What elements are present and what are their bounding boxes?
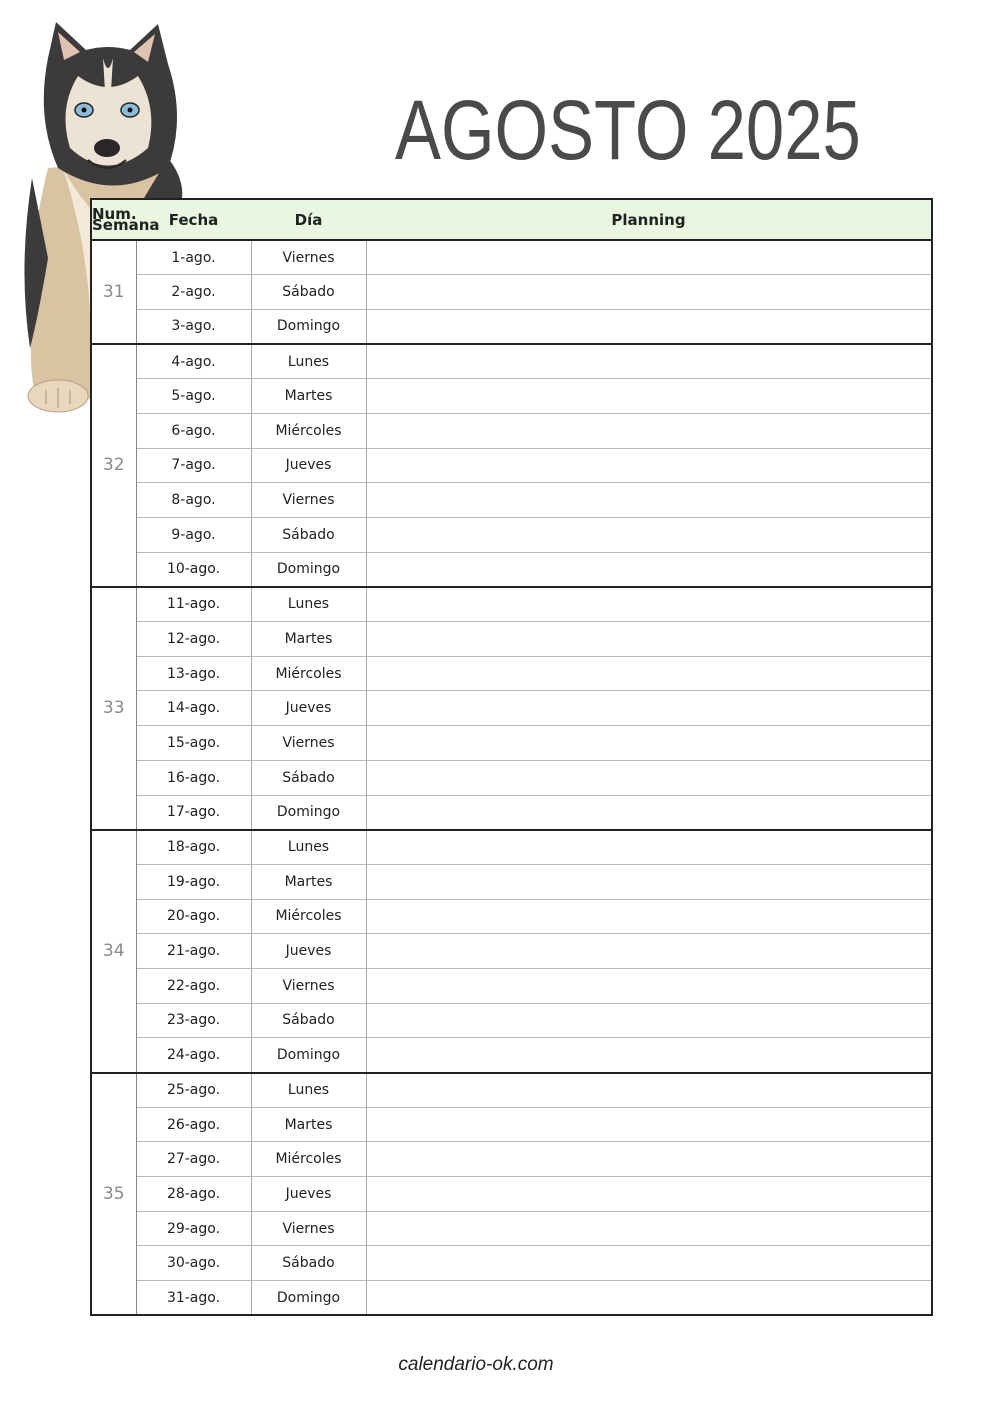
day-cell: Sábado bbox=[251, 1003, 366, 1038]
week-number: 35 bbox=[91, 1073, 136, 1316]
day-cell: Lunes bbox=[251, 1073, 366, 1108]
date-cell: 10-ago. bbox=[136, 552, 251, 587]
week-number: 34 bbox=[91, 830, 136, 1073]
day-cell: Jueves bbox=[251, 934, 366, 969]
planning-cell[interactable] bbox=[366, 587, 932, 622]
date-cell: 14-ago. bbox=[136, 691, 251, 726]
planning-cell[interactable] bbox=[366, 726, 932, 761]
date-cell: 12-ago. bbox=[136, 622, 251, 657]
day-cell: Jueves bbox=[251, 448, 366, 483]
table-row bbox=[91, 483, 932, 518]
day-cell: Domingo bbox=[251, 1281, 366, 1316]
day-cell: Domingo bbox=[251, 552, 366, 587]
date-cell: 21-ago. bbox=[136, 934, 251, 969]
table-row bbox=[91, 1246, 932, 1281]
table-row bbox=[91, 518, 932, 553]
planning-cell[interactable] bbox=[366, 379, 932, 414]
planning-cell[interactable] bbox=[366, 1107, 932, 1142]
planning-cell[interactable] bbox=[366, 795, 932, 830]
date-cell: 24-ago. bbox=[136, 1038, 251, 1073]
planning-header: Planning bbox=[366, 199, 932, 240]
planning-cell[interactable] bbox=[366, 1211, 932, 1246]
table-row bbox=[91, 1003, 932, 1038]
page-title: AGOSTO 2025 bbox=[395, 83, 861, 177]
week-number: 31 bbox=[91, 240, 136, 344]
table-row bbox=[91, 413, 932, 448]
day-cell: Viernes bbox=[251, 968, 366, 1003]
day-cell: Miércoles bbox=[251, 899, 366, 934]
planning-cell[interactable] bbox=[366, 1281, 932, 1316]
date-cell: 1-ago. bbox=[136, 240, 251, 275]
date-cell: 3-ago. bbox=[136, 309, 251, 344]
day-cell: Viernes bbox=[251, 726, 366, 761]
table-row bbox=[91, 1142, 932, 1177]
date-cell: 9-ago. bbox=[136, 518, 251, 553]
date-cell: 22-ago. bbox=[136, 968, 251, 1003]
day-cell: Viernes bbox=[251, 240, 366, 275]
planning-cell[interactable] bbox=[366, 1246, 932, 1281]
week-number: 32 bbox=[91, 344, 136, 587]
date-cell: 5-ago. bbox=[136, 379, 251, 414]
day-cell: Viernes bbox=[251, 483, 366, 518]
table-row bbox=[91, 795, 932, 830]
planning-cell[interactable] bbox=[366, 344, 932, 379]
planning-cell[interactable] bbox=[366, 656, 932, 691]
date-cell: 29-ago. bbox=[136, 1211, 251, 1246]
day-cell: Sábado bbox=[251, 760, 366, 795]
table-row bbox=[91, 1211, 932, 1246]
planning-cell[interactable] bbox=[366, 240, 932, 275]
table-row bbox=[91, 1281, 932, 1316]
planning-cell[interactable] bbox=[366, 413, 932, 448]
day-cell: Domingo bbox=[251, 795, 366, 830]
day-cell: Miércoles bbox=[251, 1142, 366, 1177]
week-number: 33 bbox=[91, 587, 136, 830]
day-cell: Martes bbox=[251, 379, 366, 414]
table-row bbox=[91, 552, 932, 587]
day-cell: Lunes bbox=[251, 830, 366, 865]
day-cell: Lunes bbox=[251, 587, 366, 622]
table-row bbox=[91, 691, 932, 726]
footer-website: calendario-ok.com bbox=[398, 1354, 554, 1375]
day-cell: Sábado bbox=[251, 1246, 366, 1281]
table-row bbox=[91, 344, 932, 379]
date-header: Fecha bbox=[136, 199, 251, 240]
day-cell: Sábado bbox=[251, 275, 366, 310]
planning-cell[interactable] bbox=[366, 1142, 932, 1177]
table-row bbox=[91, 309, 932, 344]
date-cell: 31-ago. bbox=[136, 1281, 251, 1316]
table-row bbox=[91, 830, 932, 865]
date-cell: 17-ago. bbox=[136, 795, 251, 830]
planning-cell[interactable] bbox=[366, 1177, 932, 1212]
date-cell: 27-ago. bbox=[136, 1142, 251, 1177]
planning-cell[interactable] bbox=[366, 830, 932, 865]
table-row bbox=[91, 1038, 932, 1073]
day-cell: Martes bbox=[251, 864, 366, 899]
table-row bbox=[91, 934, 932, 969]
date-cell: 6-ago. bbox=[136, 413, 251, 448]
planning-cell[interactable] bbox=[366, 968, 932, 1003]
table-row bbox=[91, 1177, 932, 1212]
planning-body bbox=[91, 240, 932, 1315]
table-row bbox=[91, 726, 932, 761]
planning-cell[interactable] bbox=[366, 1038, 932, 1073]
day-header: Día bbox=[251, 199, 366, 240]
planning-cell[interactable] bbox=[366, 1003, 932, 1038]
day-cell: Viernes bbox=[251, 1211, 366, 1246]
table-row bbox=[91, 587, 932, 622]
day-cell: Martes bbox=[251, 622, 366, 657]
planning-cell[interactable] bbox=[366, 864, 932, 899]
date-cell: 23-ago. bbox=[136, 1003, 251, 1038]
table-row bbox=[91, 240, 932, 275]
date-cell: 16-ago. bbox=[136, 760, 251, 795]
day-cell: Jueves bbox=[251, 1177, 366, 1212]
table-row bbox=[91, 448, 932, 483]
planning-cell[interactable] bbox=[366, 483, 932, 518]
table-row bbox=[91, 1073, 932, 1108]
table-header-row bbox=[91, 199, 932, 240]
planning-cell[interactable] bbox=[366, 899, 932, 934]
planning-cell[interactable] bbox=[366, 518, 932, 553]
table-row bbox=[91, 864, 932, 899]
table-row bbox=[91, 760, 932, 795]
planning-cell[interactable] bbox=[366, 691, 932, 726]
planning-cell[interactable] bbox=[366, 760, 932, 795]
table-row bbox=[91, 275, 932, 310]
day-cell: Domingo bbox=[251, 1038, 366, 1073]
date-cell: 2-ago. bbox=[136, 275, 251, 310]
date-cell: 25-ago. bbox=[136, 1073, 251, 1108]
day-cell: Sábado bbox=[251, 518, 366, 553]
date-cell: 11-ago. bbox=[136, 587, 251, 622]
date-cell: 7-ago. bbox=[136, 448, 251, 483]
day-cell: Miércoles bbox=[251, 413, 366, 448]
day-cell: Miércoles bbox=[251, 656, 366, 691]
planning-table bbox=[90, 198, 933, 1316]
week-number-header: Num. Semana bbox=[91, 199, 136, 240]
date-cell: 8-ago. bbox=[136, 483, 251, 518]
planning-cell[interactable] bbox=[366, 309, 932, 344]
date-cell: 30-ago. bbox=[136, 1246, 251, 1281]
planning-cell[interactable] bbox=[366, 934, 932, 969]
planning-cell[interactable] bbox=[366, 275, 932, 310]
date-cell: 20-ago. bbox=[136, 899, 251, 934]
table-row bbox=[91, 1107, 932, 1142]
planning-cell[interactable] bbox=[366, 622, 932, 657]
date-cell: 19-ago. bbox=[136, 864, 251, 899]
date-cell: 18-ago. bbox=[136, 830, 251, 865]
date-cell: 15-ago. bbox=[136, 726, 251, 761]
planning-cell[interactable] bbox=[366, 1073, 932, 1108]
table-row bbox=[91, 899, 932, 934]
day-cell: Domingo bbox=[251, 309, 366, 344]
table-row bbox=[91, 622, 932, 657]
date-cell: 4-ago. bbox=[136, 344, 251, 379]
table-row bbox=[91, 379, 932, 414]
planning-cell[interactable] bbox=[366, 448, 932, 483]
day-cell: Jueves bbox=[251, 691, 366, 726]
date-cell: 26-ago. bbox=[136, 1107, 251, 1142]
planning-cell[interactable] bbox=[366, 552, 932, 587]
day-cell: Martes bbox=[251, 1107, 366, 1142]
date-cell: 28-ago. bbox=[136, 1177, 251, 1212]
date-cell: 13-ago. bbox=[136, 656, 251, 691]
table-row bbox=[91, 968, 932, 1003]
table-row bbox=[91, 656, 932, 691]
day-cell: Lunes bbox=[251, 344, 366, 379]
